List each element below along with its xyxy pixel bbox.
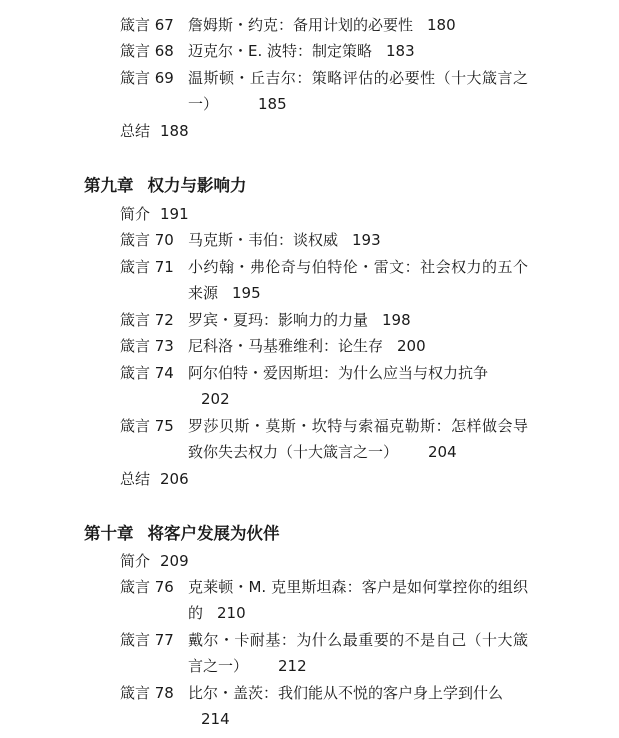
toc-entry[interactable] (120, 227, 590, 253)
toc-entry[interactable] (120, 680, 590, 732)
toc-entry[interactable] (120, 413, 590, 465)
toc-summary[interactable] (120, 466, 189, 492)
toc-entry[interactable] (120, 627, 590, 679)
proverb-number: 箴言 76 (120, 578, 174, 596)
proverb-number: 箴言 69 (120, 69, 174, 87)
proverb-number: 箴言 77 (120, 631, 174, 649)
chapter-title: 将客户发展为伙伴 (147, 524, 280, 543)
entry-title: 尼科洛・马基雅维利：论生存 (188, 337, 384, 355)
page-number: 202 (201, 390, 230, 408)
summary-label: 总结 (120, 122, 151, 140)
entry-title: 小约翰・弗伦奇与伯特伦・雷文：社会权力的五个来源 (188, 258, 528, 302)
entry-title: 罗莎贝斯・莫斯・坎特与索福克勒斯：怎样做会导致你失去权力（十大箴言之一） (188, 417, 528, 461)
proverb-number: 箴言 72 (120, 311, 174, 329)
page-number: 210 (217, 604, 246, 622)
proverb-number: 箴言 71 (120, 258, 174, 276)
page-number: 212 (278, 657, 307, 675)
page-number: 195 (232, 284, 261, 302)
chapter-number: 第十章 (84, 524, 134, 543)
page-number: 193 (352, 231, 381, 249)
page-number: 206 (160, 470, 189, 488)
page-number: 191 (160, 205, 189, 223)
page-number: 214 (201, 710, 230, 728)
proverb-number: 箴言 78 (120, 684, 174, 702)
entry-title: 罗宾・夏玛：影响力的力量 (188, 311, 369, 329)
entry-title: 迈克尔・E. 波特：制定策略 (188, 42, 373, 60)
proverb-number: 箴言 73 (120, 337, 174, 355)
intro-label: 简介 (120, 205, 151, 223)
page-number: 198 (382, 311, 411, 329)
entry-title: 戴尔・卡耐基：为什么最重要的不是自己（十大箴言之一） (188, 631, 528, 675)
toc-entry[interactable] (120, 38, 590, 64)
page-number: 183 (386, 42, 415, 60)
proverb-number: 箴言 67 (120, 16, 174, 34)
toc-summary[interactable] (120, 118, 189, 144)
entry-title: 温斯顿・丘吉尔：策略评估的必要性（十大箴言之一） (188, 69, 528, 113)
intro-label: 简介 (120, 552, 151, 570)
toc-intro[interactable] (120, 548, 189, 574)
proverb-number: 箴言 74 (120, 364, 174, 382)
chapter-number: 第九章 (84, 176, 134, 195)
entry-title: 詹姆斯・约克：备用计划的必要性 (188, 16, 414, 34)
page-number: 200 (397, 337, 426, 355)
chapter-heading-10[interactable] (84, 521, 280, 547)
entry-title: 马克斯・韦伯：谈权威 (188, 231, 339, 249)
toc-entry[interactable] (120, 254, 590, 306)
entry-title: 比尔・盖茨：我们能从不悦的客户身上学到什么 (188, 684, 504, 702)
page-number: 209 (160, 552, 189, 570)
page-number: 204 (428, 443, 457, 461)
toc-entry[interactable] (120, 333, 590, 359)
page-number: 188 (160, 122, 189, 140)
chapter-heading-9[interactable] (84, 173, 247, 199)
page-number: 185 (258, 95, 287, 113)
entry-title: 克莱顿・M. 克里斯坦森：客户是如何掌控你的组织的 (188, 578, 528, 622)
toc-entry[interactable] (120, 65, 590, 117)
toc-entry[interactable] (120, 574, 590, 626)
toc-entry[interactable] (120, 12, 590, 38)
toc-intro[interactable] (120, 201, 189, 227)
proverb-number: 箴言 70 (120, 231, 174, 249)
toc-entry[interactable] (120, 307, 590, 333)
entry-title: 阿尔伯特・爱因斯坦：为什么应当与权力抗争 (188, 364, 489, 382)
summary-label: 总结 (120, 470, 151, 488)
chapter-title: 权力与影响力 (147, 176, 247, 195)
proverb-number: 箴言 75 (120, 417, 174, 435)
page-number: 180 (427, 16, 456, 34)
proverb-number: 箴言 68 (120, 42, 174, 60)
toc-entry[interactable] (120, 360, 590, 412)
